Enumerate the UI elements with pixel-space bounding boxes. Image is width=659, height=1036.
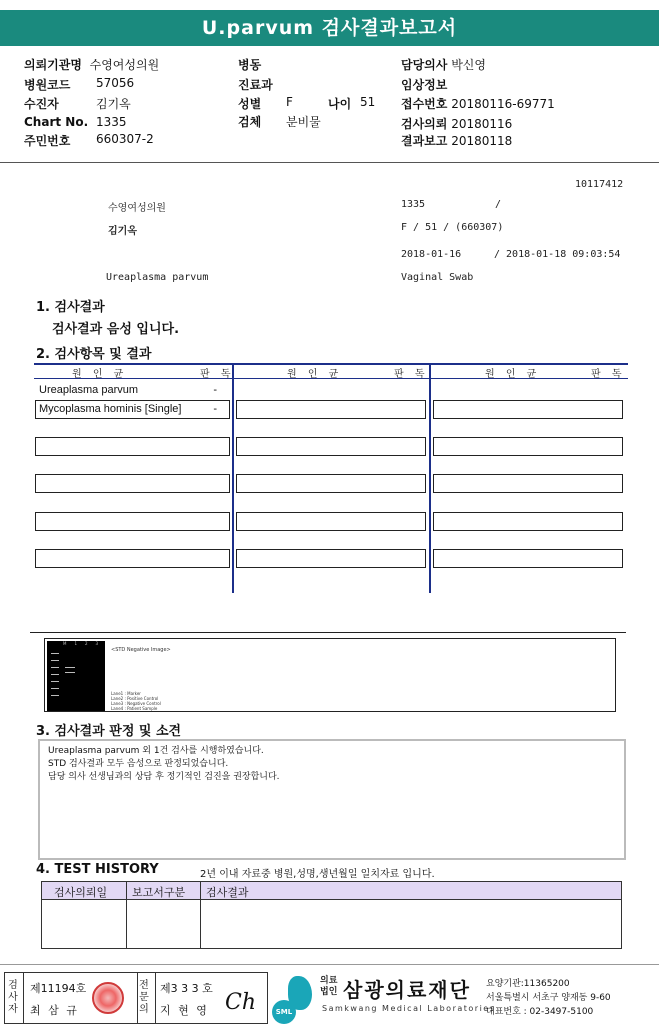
organism-name: Ureaplasma parvum bbox=[39, 384, 139, 396]
footer-divider bbox=[0, 964, 659, 965]
col-organism-3: 원 인 균 bbox=[485, 369, 541, 380]
seal-stamp bbox=[92, 982, 124, 1014]
empty-result-box bbox=[35, 437, 230, 456]
mono-chart: 1335 bbox=[401, 199, 426, 210]
dept-field: 진료과 bbox=[238, 78, 273, 92]
empty-result-box bbox=[35, 512, 230, 531]
col-organism-2: 원 인 균 bbox=[287, 369, 343, 380]
col-result-3: 판 독 bbox=[591, 369, 626, 380]
org-type: 의료법인 bbox=[320, 976, 338, 997]
report-date-field: 결과보고 20180118 bbox=[401, 134, 513, 148]
section3-heading: 3. 검사결과 판정 및 소견 bbox=[36, 724, 182, 739]
specialist-vertical-label: 전문의 bbox=[139, 980, 149, 1015]
section1-heading: 1. 검사결과 bbox=[36, 300, 105, 315]
empty-result-box bbox=[433, 549, 623, 568]
specialist-license: 제3 3 3 호 bbox=[160, 982, 213, 995]
logo-badge: SML bbox=[272, 1000, 296, 1024]
header-divider bbox=[0, 162, 659, 163]
examiner-name: 최 삼 규 bbox=[30, 1004, 79, 1017]
history-col-type: 보고서구분 bbox=[132, 886, 186, 899]
section1-result: 검사결과 음성 입니다. bbox=[52, 322, 180, 337]
empty-result-box bbox=[236, 549, 426, 568]
col-result-1: 판 독 bbox=[200, 369, 235, 380]
gel-legend-1: Lane1 : Marker bbox=[111, 691, 141, 696]
history-table bbox=[41, 881, 622, 949]
sex-field: 성별 F bbox=[238, 95, 293, 111]
examiner-vertical-label: 검사자 bbox=[8, 980, 18, 1015]
empty-result-box bbox=[236, 512, 426, 531]
org-name: 삼광의료재단 bbox=[343, 978, 471, 1002]
examiner-license: 제11194호 bbox=[30, 982, 87, 995]
mono-patient: 김기옥 bbox=[108, 226, 137, 237]
organism-result: - bbox=[213, 403, 217, 415]
opinion-line: STD 검사결과 모두 음성으로 판정되었습니다. bbox=[48, 759, 229, 769]
empty-result-box bbox=[236, 474, 426, 493]
gel-caption: <STD Negative Image> bbox=[111, 647, 171, 653]
empty-result-box bbox=[433, 474, 623, 493]
report-title: U.parvum 검사결과보고서 bbox=[0, 10, 659, 46]
doctor-field: 담당의사 박신영 bbox=[401, 58, 486, 72]
results-col-divider-1 bbox=[232, 363, 234, 593]
organism-name: Mycoplasma hominis [Single] bbox=[39, 403, 182, 415]
gel-legend-3: Lane3 : Negative Control bbox=[111, 701, 161, 706]
empty-result-box bbox=[236, 437, 426, 456]
mono-organism: Ureaplasma parvum bbox=[106, 272, 209, 283]
table-row bbox=[35, 381, 230, 400]
clinical-field: 임상정보 bbox=[401, 78, 448, 92]
mono-sample: Vaginal Swab bbox=[401, 272, 474, 283]
mono-sex-age: F / 51 / (660307) bbox=[401, 222, 504, 233]
hospital-code-field: 병원코드 57056 bbox=[24, 76, 135, 92]
org-english-name: Samkwang Medical Laboratories bbox=[322, 1004, 496, 1013]
results-col-divider-2 bbox=[429, 363, 431, 593]
agency-number: 요양기관:11365200 bbox=[486, 979, 570, 989]
history-col-result: 검사결과 bbox=[206, 886, 249, 899]
receipt-field: 접수번호 20180116-69771 bbox=[401, 97, 555, 111]
specimen-field: 검체 분비물 bbox=[238, 115, 321, 129]
report-code: 10117412 bbox=[575, 179, 624, 190]
institution-field: 의뢰기관명 수영여성의원 bbox=[24, 58, 160, 72]
mono-slash: / bbox=[495, 199, 502, 210]
request-field: 검사의뢰 20180116 bbox=[401, 117, 513, 131]
section4-heading: 4. TEST HISTORY bbox=[36, 862, 159, 877]
empty-result-box bbox=[35, 474, 230, 493]
mono-request-date: 2018-01-16 bbox=[401, 249, 462, 260]
gel-image-frame bbox=[44, 638, 616, 712]
opinion-line: 담당 의사 선생님과의 상담 후 정기적인 검진을 권장합니다. bbox=[48, 772, 280, 782]
chart-no-field: Chart No. 1335 bbox=[24, 115, 127, 129]
gel-legend-4: Lane4 : Patient Sample bbox=[111, 706, 158, 711]
opinion-box bbox=[38, 739, 626, 860]
history-note: 2년 이내 자료중 병원,성명,생년월일 일치자료 입니다. bbox=[200, 869, 435, 880]
section2-heading: 2. 검사항목 및 결과 bbox=[36, 347, 152, 362]
specialist-signature: Ch bbox=[225, 990, 257, 1015]
empty-result-box bbox=[433, 437, 623, 456]
mono-report-date: / 2018-01-18 09:03:54 bbox=[494, 249, 621, 260]
empty-result-box bbox=[35, 549, 230, 568]
organism-result: - bbox=[213, 384, 217, 396]
opinion-line: Ureaplasma parvum 외 1건 검사를 시행하였습니다. bbox=[48, 746, 264, 756]
gel-section-rule bbox=[30, 632, 626, 633]
ward-field: 병동 bbox=[238, 58, 262, 72]
id-no-field: 주민번호 660307-2 bbox=[24, 132, 154, 148]
lab-phone: 대표번호 : 02-3497-5100 bbox=[486, 1007, 594, 1017]
empty-result-box bbox=[236, 400, 426, 419]
lab-address: 서울특별시 서초구 양재동 9-60 bbox=[486, 993, 611, 1003]
specialist-name: 지 현 영 bbox=[160, 1004, 209, 1017]
history-header bbox=[42, 882, 621, 900]
age-field: 나이 51 bbox=[328, 95, 376, 111]
mono-institution: 수영여성의원 bbox=[108, 203, 166, 214]
gel-image bbox=[47, 641, 105, 711]
gel-lane-labels: M123 bbox=[63, 641, 107, 646]
col-organism-1: 원 인 균 bbox=[72, 369, 128, 380]
history-col-date: 검사의뢰일 bbox=[54, 886, 108, 899]
table-row bbox=[35, 400, 230, 419]
col-result-2: 판 독 bbox=[394, 369, 429, 380]
empty-result-box bbox=[433, 400, 623, 419]
gel-legend-2: Lane2 : Positive Control bbox=[111, 696, 159, 701]
empty-result-box bbox=[433, 512, 623, 531]
patient-field: 수진자 김기옥 bbox=[24, 97, 131, 111]
